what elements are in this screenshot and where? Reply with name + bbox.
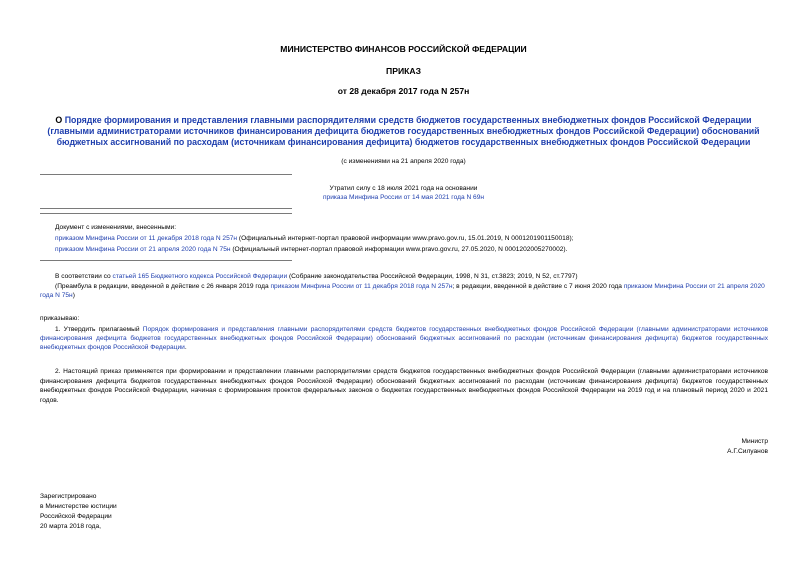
preamble-text: (Собрание законодательства Российской Федерации, 1998, N 31, ст.3823; 2019, N 52, ст.7797) [287, 273, 578, 280]
document-type: ПРИКАЗ [386, 66, 421, 76]
preamble [55, 272, 775, 281]
changes-intro: Документ с изменениями, внесенными: [55, 224, 177, 231]
registration-line: Российской Федерации [40, 513, 112, 520]
preamble-text: В соответствии со [55, 273, 113, 280]
preamble-note-text: ) [72, 292, 75, 299]
signature-block [600, 437, 768, 457]
changes-item-text: (Официальный интернет-портал правовой информации www.pravo.gov.ru, 15.01.2019, N 0001201901150018); [237, 235, 574, 242]
expired-link[interactable]: приказа Минфина России от 14 мая 2021 года N 69н [322, 194, 485, 201]
preamble-link[interactable]: статьей 165 Бюджетного кодекса Российской Федерации [112, 273, 288, 280]
registration-line: в Министерстве юстиции [40, 503, 117, 510]
order-word: приказываю: [40, 315, 80, 322]
changes-item [55, 244, 775, 255]
changes-item-text: (Официальный интернет-портал правовой информации www.pravo.gov.ru, 27.05.2020, N 0001202005270002). [230, 246, 568, 253]
preamble-note-link[interactable]: приказом Минфина России от 11 декабря 2018 года N 257н [270, 283, 453, 290]
preamble-note-text: ; в редакции, введенной в действие с 7 июня 2020 года [452, 283, 624, 290]
registration-block [40, 492, 290, 532]
paragraph-1-text: 1. Утвердить прилагаемый [55, 326, 143, 333]
divider [40, 213, 292, 214]
paragraph-1-text: . [184, 344, 187, 351]
registration-line: 20 марта 2018 года, [40, 523, 101, 530]
title-link[interactable]: Порядке формирования и представления главными распорядителями средств бюджетов государственных внебюджетных фондов Российской Федерации (главными администраторами источников финансирования дефицита бюджетов государственных внебюджетных фондов Российской Федерации) обоснований бюджетных ассигнований по расходам (источникам финансирования дефицита) бюджетов государственных внебюджетных фондов Российской Федерации [47, 115, 760, 147]
changes-item [55, 233, 775, 244]
preamble-note-link[interactable]: приказом Минфина России от 21 апреля 2020 года N 75н [40, 283, 765, 299]
changes-block [55, 222, 775, 255]
changes-item-link[interactable]: приказом Минфина России от 21 апреля 2020 года N 75н [55, 246, 231, 253]
paragraph-1 [40, 325, 768, 352]
paragraph-2: 2. Настоящий приказ применяется при формировании и представлении главными распорядителями средств бюджетов государственных внебюджетных фондов Российской Федерации (главными администраторами источников финансирования дефицита бюджетов государственных внебюджетных фондов Российской Федерации) обоснований бюджетных ассигнований по расходам (источникам финансирования дефицита) бюджетов государственных внебюджетных фондов Российской Федерации, начиная с формирования проектов федеральных законов о бюджетах государственных внебюджетных фондов Российской Федерации на 2019 год и на плановый период 2020 и 2021 годов. [40, 368, 768, 404]
divider [40, 208, 292, 209]
expired-line: Утратил силу с 18 июля 2021 года на основании [329, 185, 478, 192]
document-date-number: от 28 декабря 2017 года N 257н [337, 86, 470, 96]
paragraph-1-link[interactable]: Порядок формирования и представления главными распорядителями средств бюджетов государственных внебюджетных фондов Российской Федерации (главными администраторами источников финансирования дефицита бюджетов государственных внебюджетных фондов Российской Федерации) обоснований бюджетных ассигнований по расходам (источникам финансирования дефицита) бюджетов государственных внебюджетных фондов Российской Федерации [40, 326, 768, 351]
divider [40, 260, 292, 261]
amendment-note: (с изменениями на 21 апреля 2020 года) [341, 158, 466, 165]
preamble-note-text: (Преамбула в редакции, введенной в действие с 26 января 2019 года [55, 283, 271, 290]
signature-position: Министр [741, 438, 768, 445]
ministry-heading: МИНИСТЕРСТВО ФИНАНСОВ РОССИЙСКОЙ ФЕДЕРАЦИИ [280, 44, 527, 54]
preamble-note [40, 282, 768, 300]
document-title [40, 115, 767, 148]
signature-name: А.Г.Силуанов [727, 448, 768, 455]
registration-line: Зарегистрировано [40, 493, 97, 500]
changes-item-link[interactable]: приказом Минфина России от 11 декабря 2018 года N 257н [55, 235, 238, 242]
expired-block [0, 184, 807, 202]
divider [40, 174, 292, 175]
title-prefix: О [55, 115, 65, 125]
